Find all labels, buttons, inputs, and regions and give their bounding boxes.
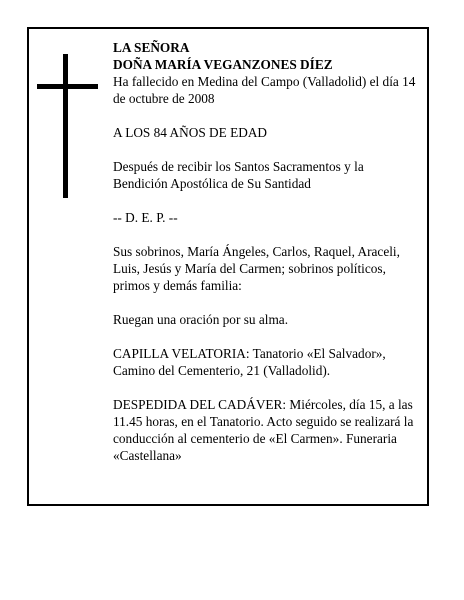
cross-horizontal-bar bbox=[37, 84, 98, 89]
title-line-1: LA SEÑORA bbox=[113, 40, 190, 55]
death-info: Ha fallecido en Medina del Campo (Valladolid) el día 14 de octubre de 2008 bbox=[113, 74, 416, 106]
cross-vertical-bar bbox=[63, 54, 68, 198]
deceased-name: DOÑA MARÍA VEGANZONES DÍEZ bbox=[113, 57, 333, 72]
chapel-info: CAPILLA VELATORIA: Tanatorio «El Salvador», Camino del Cementerio, 21 (Valladolid). bbox=[113, 346, 386, 378]
obituary-text bbox=[113, 39, 419, 464]
sacraments-line: Después de recibir los Santos Sacramentos y la Bendición Apostólica de Su Santidad bbox=[113, 159, 364, 191]
rip-line: -- D. E. P. -- bbox=[113, 210, 178, 225]
farewell-info: DESPEDIDA DEL CADÁVER: Miércoles, día 15, a las 11.45 horas, en el Tanatorio. Acto seguido se realizará la conducción al cementerio de «El Carmen». Funeraria «Castellana» bbox=[113, 397, 414, 463]
prayer-request: Ruegan una oración por su alma. bbox=[113, 312, 289, 327]
family-line: Sus sobrinos, María Ángeles, Carlos, Raquel, Araceli, Luis, Jesús y María del Carmen; sobrinos políticos, primos y demás familia: bbox=[113, 244, 400, 293]
age-line: A LOS 84 AÑOS DE EDAD bbox=[113, 125, 268, 140]
cross-icon bbox=[37, 54, 98, 198]
